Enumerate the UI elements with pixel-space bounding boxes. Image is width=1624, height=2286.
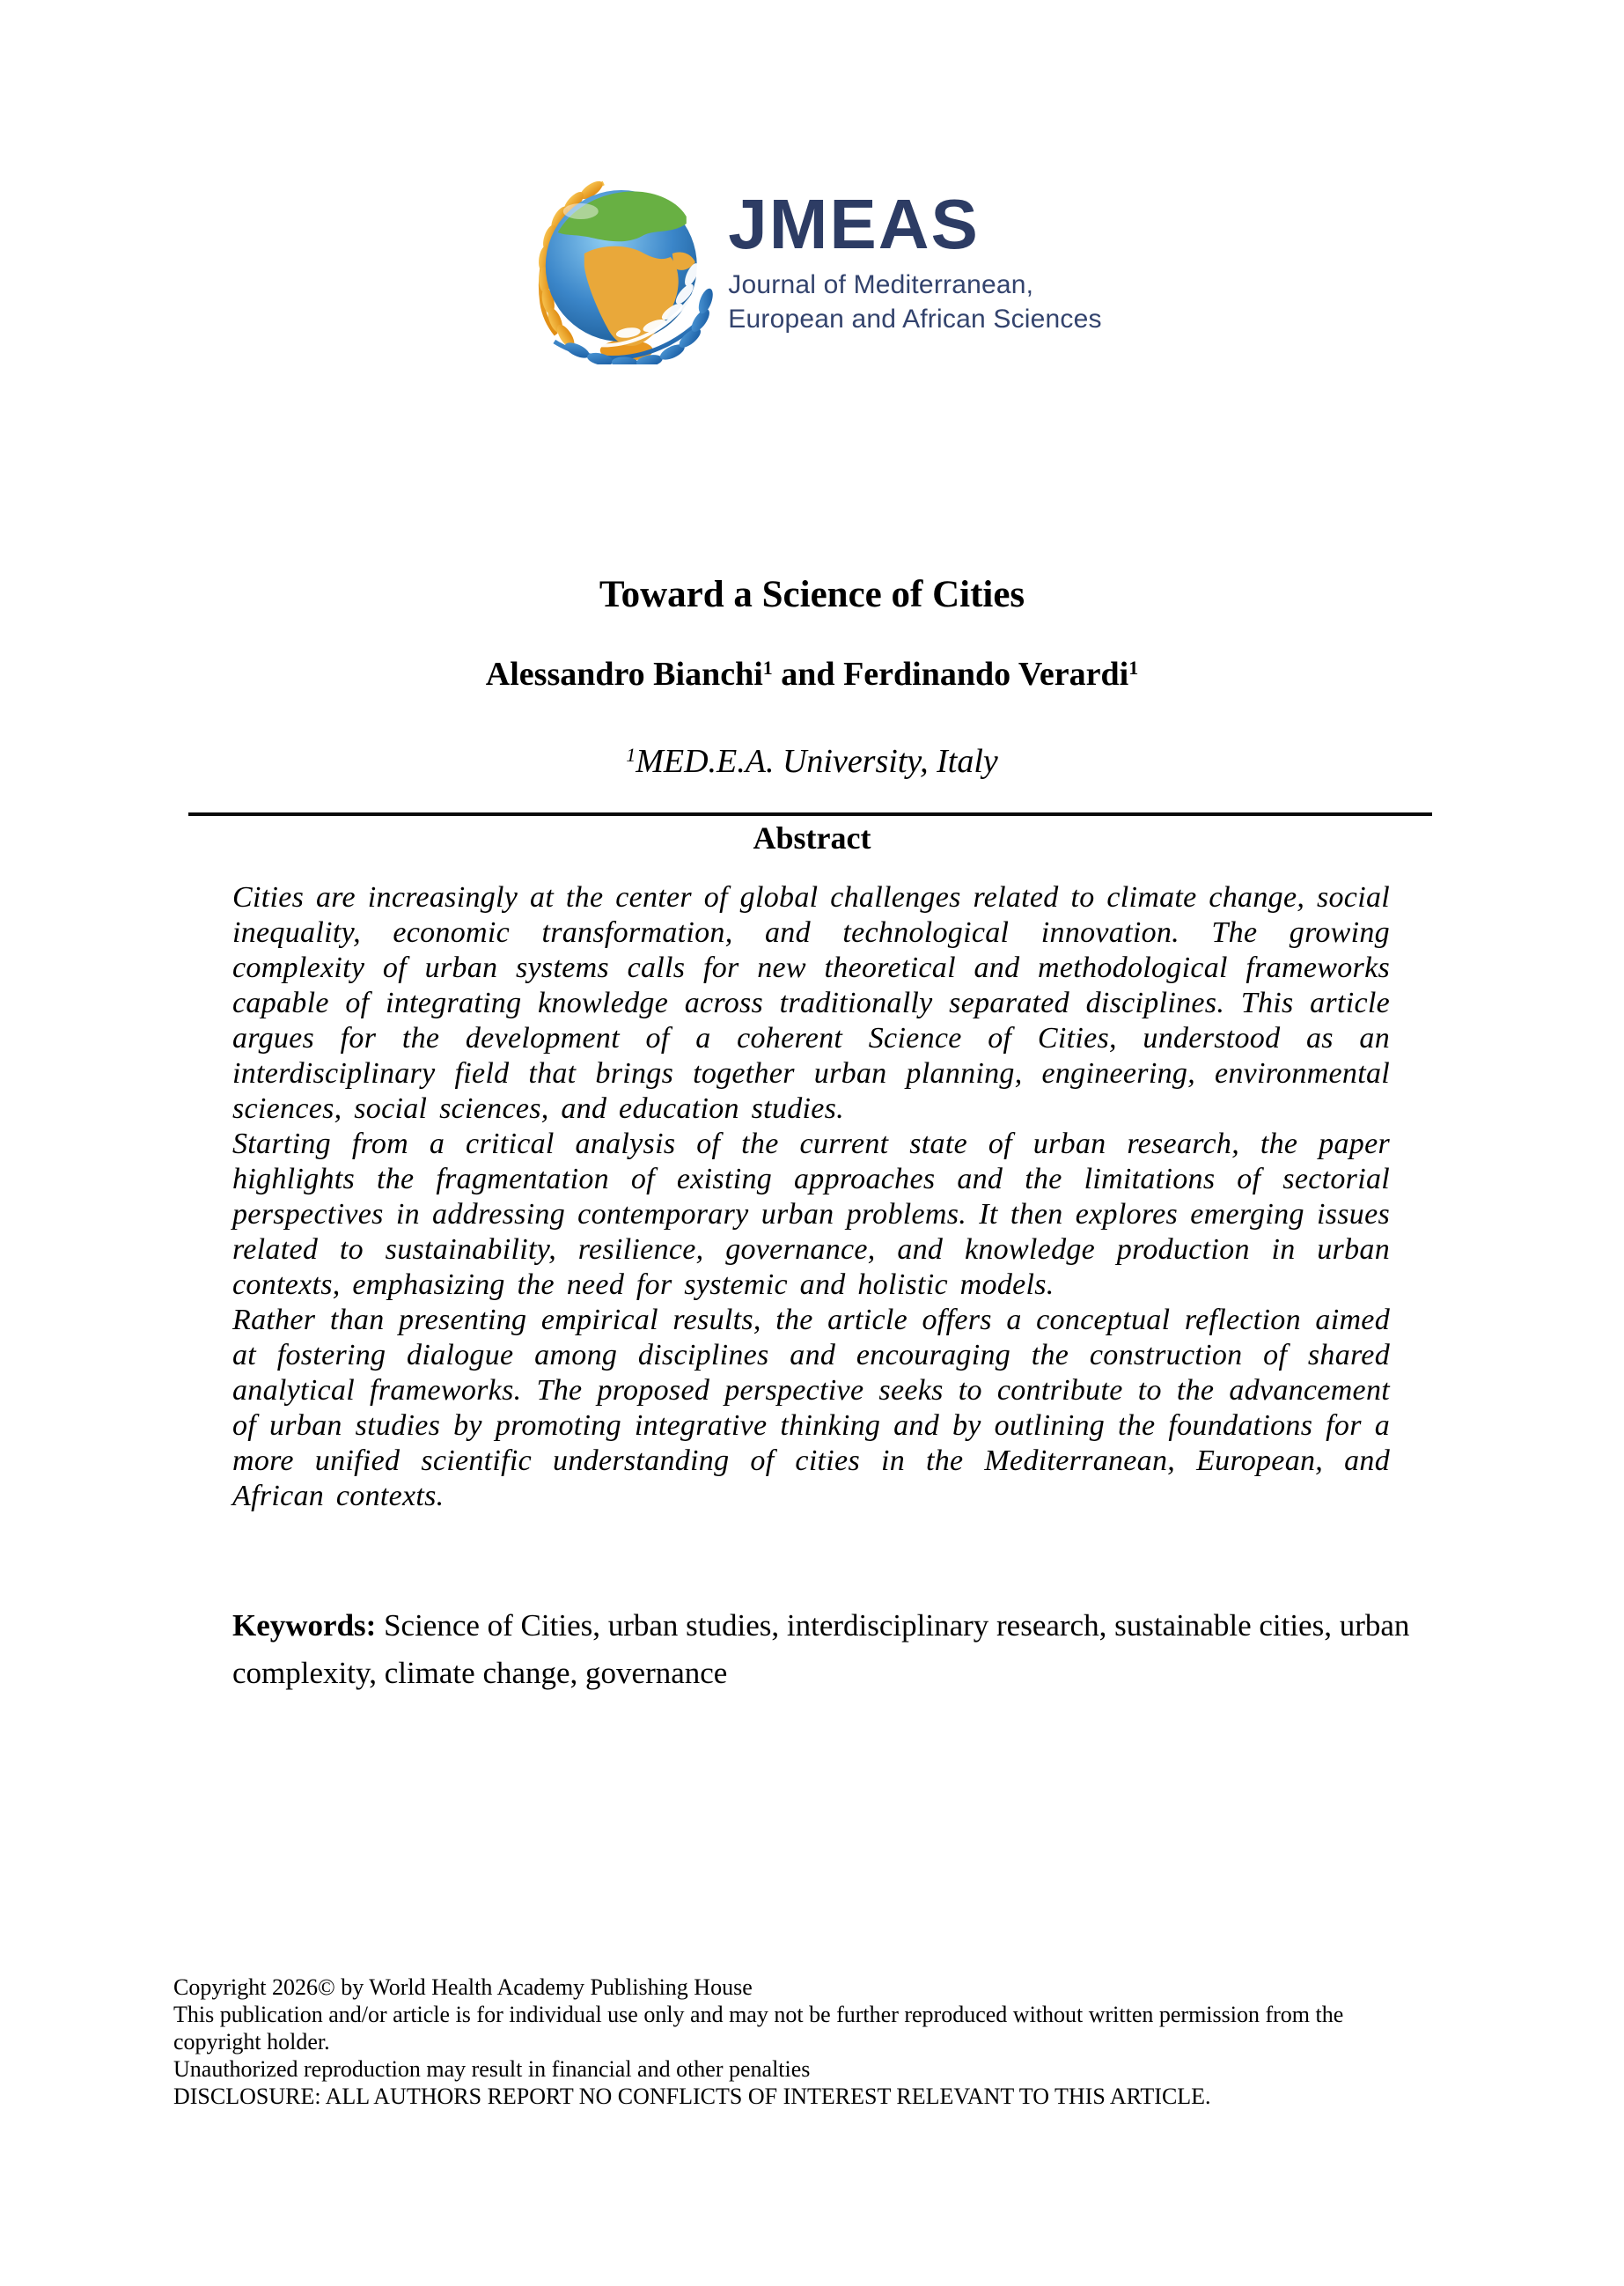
abstract-paragraph-2: Starting from a critical analysis of the current state of urban research, the paper highlights the fragmentation of existing approaches and the limitations of sectorial perspectives in addressing contemporary urban problems. It then explores emerging issues related to sustainability, resilience, governance, and knowledge production in urban contexts, emphasizing the need for systemic and holistic models.: [232, 1128, 1390, 1301]
brand-text-block: [728, 178, 1101, 336]
affiliation-text: MED.E.A. University, Italy: [636, 743, 998, 780]
journal-logo: [522, 178, 1101, 364]
author-1-affiliation-mark: 1: [762, 656, 773, 679]
globe-laurel-icon: [522, 178, 714, 364]
abstract-heading: Abstract: [753, 820, 871, 856]
journal-subtitle-line2: European and African Sciences: [728, 305, 1102, 334]
affiliation-line: [0, 740, 1624, 787]
author-2-name: Ferdinando Verardi: [843, 656, 1129, 693]
journal-acronym: JMEAS: [728, 185, 980, 263]
author-1-name: Alessandro Bianchi: [485, 656, 763, 693]
footer-permission-line-1: This publication and/or article is for individual use only and may not be further reproduced without written permission from the: [173, 2002, 1344, 2027]
abstract-body: [232, 880, 1390, 1514]
abstract-paragraph-1: Cities are increasingly at the center of global challenges related to climate change, social inequality, economic transformation, and technological innovation. The growing complexity of urban systems calls for new theoretical and methodological frameworks capable of integrating knowledge across traditionally separated disciplines. This article argues for the development of a coherent Science of Cities, understood as an interdisciplinary field that brings together urban planning, engineering, environmental sciences, social sciences, and education studies.: [232, 881, 1390, 1125]
authors-connector: and: [772, 656, 844, 693]
journal-subtitle-line1: Journal of Mediterranean,: [728, 270, 1034, 299]
footer-disclosure-line: DISCLOSURE: ALL AUTHORS REPORT NO CONFLICTS OF INTEREST RELEVANT TO THIS ARTICLE.: [173, 2084, 1211, 2109]
affiliation-mark: 1: [626, 743, 636, 766]
author-2-affiliation-mark: 1: [1128, 656, 1139, 679]
authors-line: [0, 653, 1624, 700]
abstract-paragraph-3: Rather than presenting empirical results, the article offers a conceptual reflection aimed at fostering dialogue among disciplines and encouraging the construction of shared analytical frameworks. The proposed perspective seeks to contribute to the advancement of urban studies by promoting integrative thinking and by outlining the foundations for a more unified scientific understanding of cities in the Mediterranean, European, and African contexts.: [232, 1304, 1390, 1512]
keywords-block: [232, 1602, 1416, 1697]
divider-rule: [188, 812, 1432, 816]
copyright-footer: [173, 1974, 1580, 2110]
keywords-text: Science of Cities, urban studies, interdisciplinary research, sustainable cities, urban complexity, climate change, governance: [232, 1608, 1410, 1690]
article-title: Toward a Science of Cities: [599, 574, 1025, 615]
keywords-label: Keywords:: [232, 1608, 377, 1643]
footer-copyright-line: Copyright 2026© by World Health Academy Publishing House: [173, 1974, 753, 2000]
footer-permission-line-2: copyright holder.: [173, 2029, 330, 2054]
journal-subtitle: [728, 268, 1101, 336]
footer-penalties-line: Unauthorized reproduction may result in financial and other penalties: [173, 2056, 811, 2082]
